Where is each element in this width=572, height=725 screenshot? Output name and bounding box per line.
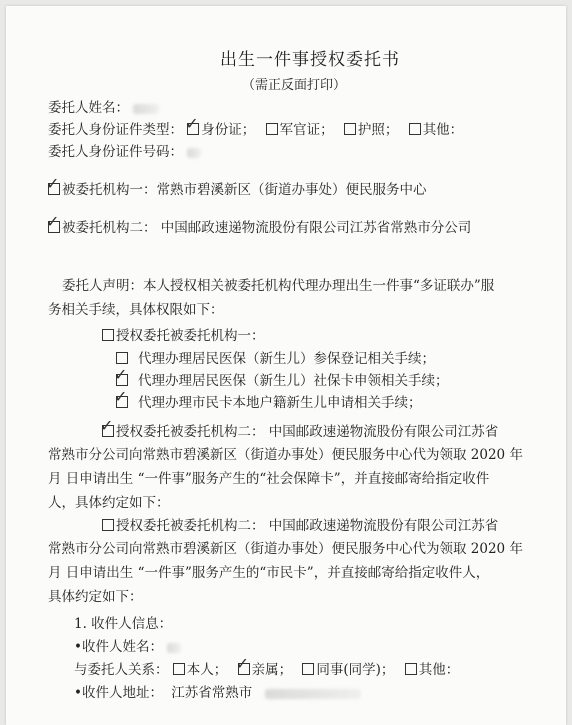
recipient-heading: 1. 收件人信息： xyxy=(74,616,173,632)
grant-1-item xyxy=(114,365,449,389)
recipient-relation-label: 与委托人关系： xyxy=(74,662,169,678)
agency-2-checkbox[interactable] xyxy=(46,212,60,233)
principal-name-label: 委托人姓名： xyxy=(48,100,129,116)
grant-2b-line-2: 常熟市分公司向常熟市碧溪新区（街道办事处）便民服务中心代为领取 2020 年 xyxy=(48,541,523,557)
relation-option: 亲属； xyxy=(251,662,293,678)
recipient-name-row xyxy=(74,639,181,655)
document-title: 出生一件事授权委托书 xyxy=(220,50,400,70)
recipient-address-value: 江苏省常熟市 xyxy=(171,685,253,701)
document-page xyxy=(6,6,566,725)
grant-1-row xyxy=(102,328,265,344)
redacted-recipient-name xyxy=(167,643,181,653)
grant-2b-line-1: 授权委托被委托机构二： 中国邮政速递物流股份有限公司江苏省 xyxy=(116,518,499,534)
id-type-passport-checkbox[interactable] xyxy=(344,123,356,135)
grant-1-item xyxy=(114,387,422,411)
check-mark-icon: ✓ xyxy=(235,654,249,673)
grant-1-item-3-checkbox[interactable] xyxy=(114,387,128,408)
principal-id-type-label: 委托人身份证件类型： xyxy=(48,122,183,138)
grant-2a-row xyxy=(100,416,499,440)
grant-1-title: 授权委托被委托机构一： xyxy=(116,328,265,344)
relation-self-checkbox[interactable] xyxy=(173,663,185,675)
grant-1-item-text: 代理办理市民卡本地户籍新生儿申请相关手续； xyxy=(138,395,422,411)
grant-2a-line-2: 常熟市分公司向常熟市碧溪新区（街道办事处）便民服务中心代为领取 2020 年 xyxy=(48,447,523,463)
recipient-address-label: •收件人地址： xyxy=(74,685,163,701)
agency-2-text: 被委托机构二： 中国邮政速递物流股份有限公司江苏省常熟市分公司 xyxy=(62,220,472,236)
check-mark-icon: ✓ xyxy=(46,174,60,193)
principal-name-row xyxy=(48,100,159,116)
grant-2a-line-1: 授权委托被委托机构二： 中国邮政速递物流股份有限公司江苏省 xyxy=(116,424,499,440)
principal-id-number-row xyxy=(48,144,201,160)
grant-2b-checkbox[interactable] xyxy=(102,519,114,531)
check-mark-icon: ✓ xyxy=(114,365,128,384)
relation-option: 其他： xyxy=(418,662,460,678)
grant-2b-line-4: 具体约定如下： xyxy=(48,589,143,605)
recipient-relation-row xyxy=(74,654,460,678)
id-type-option: 护照； xyxy=(357,122,399,138)
grant-2a-checkbox[interactable] xyxy=(100,416,114,437)
redacted-name xyxy=(133,104,159,114)
redacted-id-number xyxy=(187,148,201,158)
relation-option: 同事(同学)； xyxy=(316,662,395,678)
id-type-option: 其他： xyxy=(422,122,464,138)
check-mark-icon: ✓ xyxy=(100,416,114,435)
recipient-name-label: •收件人姓名： xyxy=(74,639,163,655)
declaration-line-1: 委托人声明：本人授权相关被委托机构代理办理出生一件事“多证联办”服 xyxy=(62,278,495,294)
relation-option: 本人； xyxy=(186,662,228,678)
grant-1-item xyxy=(116,351,435,367)
id-type-other-checkbox[interactable] xyxy=(409,123,421,135)
declaration-line-2: 务相关手续，具体权限如下： xyxy=(48,302,224,318)
document-subtitle: （需正反面打印） xyxy=(242,78,347,93)
grant-1-item-text: 代理办理居民医保（新生儿）社保卡申领相关手续； xyxy=(138,373,449,389)
grant-2a-line-3: 月 日申请出生 “一件事”服务产生的“社会保障卡”，并直接邮寄给指定收件 xyxy=(48,471,490,487)
check-mark-icon: ✓ xyxy=(46,212,60,231)
grant-1-checkbox[interactable] xyxy=(102,329,114,341)
grant-2b-row xyxy=(102,518,498,534)
grant-2a-line-4: 人，具体约定如下： xyxy=(48,495,170,511)
principal-id-number-label: 委托人身份证件号码： xyxy=(48,144,183,160)
agency-1-row xyxy=(46,174,427,198)
agency-1-text: 被委托机构一：常熟市碧溪新区（街道办事处）便民服务中心 xyxy=(62,182,427,198)
grant-1-item-1-checkbox[interactable] xyxy=(116,352,128,364)
check-mark-icon: ✓ xyxy=(185,114,199,133)
id-type-officer-checkbox[interactable] xyxy=(266,123,278,135)
grant-2b-line-3: 月 日申请出生 “一件事”服务产生的“市民卡”，并直接邮寄给指定收件人， xyxy=(48,565,490,581)
relation-other-checkbox[interactable] xyxy=(405,663,417,675)
relation-relative-checkbox[interactable] xyxy=(235,654,250,675)
grant-1-item-text: 代理办理居民医保（新生儿）参保登记相关手续； xyxy=(138,351,435,367)
recipient-address-row xyxy=(74,685,361,701)
id-type-option: 身份证； xyxy=(201,122,256,138)
id-type-option: 军官证； xyxy=(279,122,334,138)
redacted-address xyxy=(265,689,361,699)
check-mark-icon: ✓ xyxy=(114,387,128,406)
agency-2-row xyxy=(46,212,472,236)
principal-id-type-row xyxy=(48,114,464,138)
agency-1-checkbox[interactable] xyxy=(46,174,60,195)
id-type-id-card-checkbox[interactable] xyxy=(185,114,199,135)
relation-colleague-checkbox[interactable] xyxy=(302,663,314,675)
grant-1-item-2-checkbox[interactable] xyxy=(114,365,128,386)
